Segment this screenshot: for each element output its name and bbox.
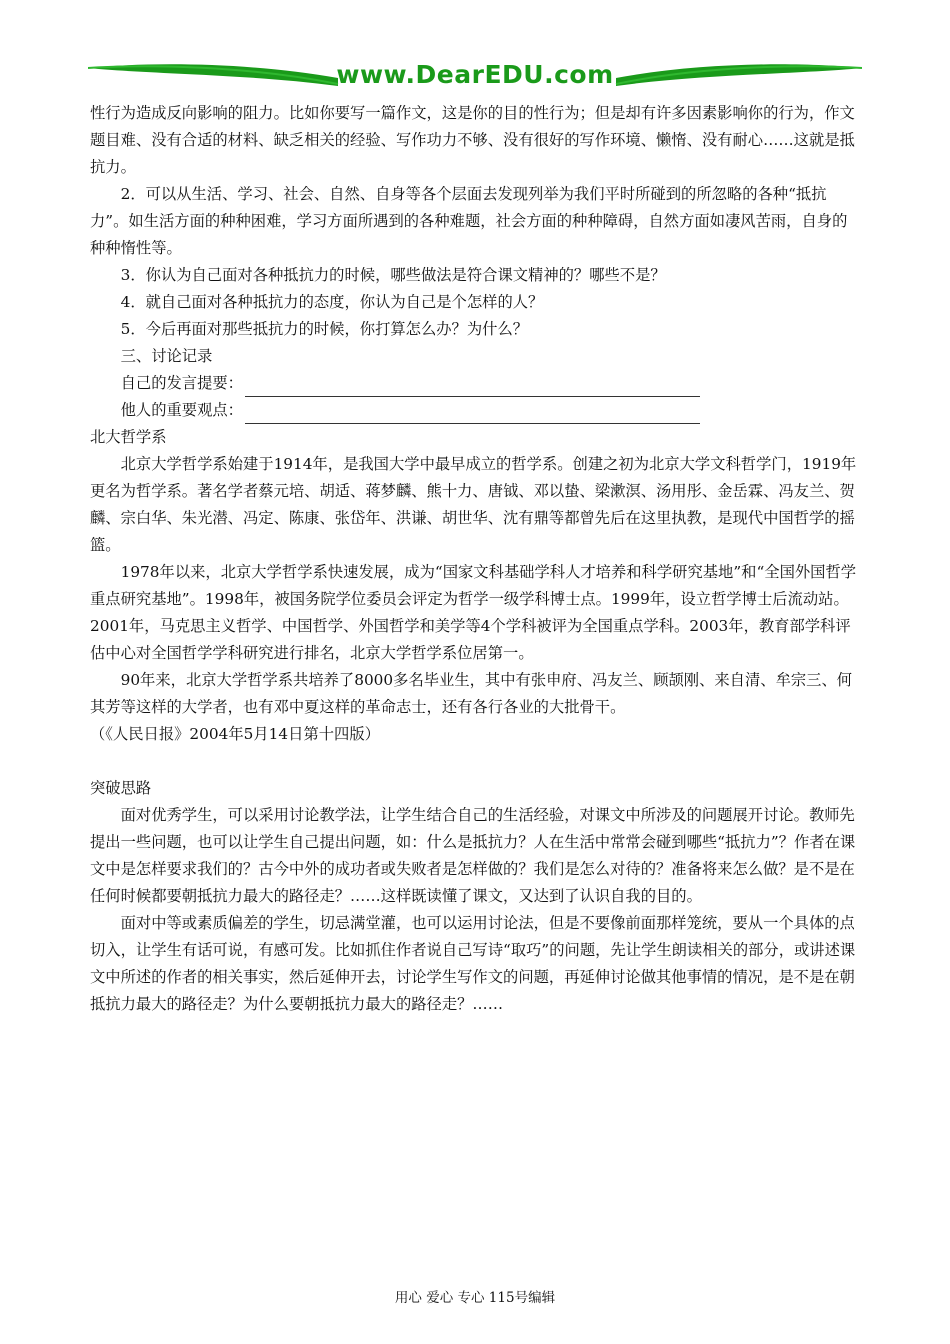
site-header <box>88 58 862 98</box>
page-footer: 用心 爱心 专心 115号编辑 <box>394 1290 556 1306</box>
breakthrough-paragraph: 面对中等或素质偏差的学生，切忌满堂灌，也可以运用讨论法，但是不要像前面那样笼统，要从一个具体的点切入，让学生有话可说，有感可发。比如抓住作者说自己写诗“取巧”的问题，先让学生朗读相关的部分，或讲述课文中所述的作者的相关事实，然后延伸开去，讨论学生写作文的问题，再延伸讨论做其他事情的情况，是不是在朝抵抗力最大的路径走？为什么要朝抵抗力最大的路径走？…… <box>90 914 856 1013</box>
site-logo[interactable]: www.DearEDU.com <box>336 60 614 89</box>
own-notes-label: 自己的发言提要： <box>120 374 243 392</box>
own-notes-blank[interactable] <box>245 376 700 397</box>
own-notes-row <box>90 370 862 397</box>
breakthrough-title: 突破思路 <box>90 779 152 797</box>
pku-paragraph: 90年来，北京大学哲学系共培养了8000多名毕业生，其中有张申府、冯友兰、顾颉刚、来自清、牟宗三、何其芳等这样的大学者，也有邓中夏这样的革命志士，还有各行各业的大批骨干。 <box>90 671 853 716</box>
others-notes-label: 他人的重要观点： <box>120 401 243 419</box>
pku-source: （《人民日报》2004年5月14日第十四版） <box>90 725 380 743</box>
pku-paragraph: 北京大学哲学系始建于1914年，是我国大学中最早成立的哲学系。创建之初为北京大学文科哲学门，1919年更名为哲学系。著名学者蔡元培、胡适、蒋梦麟、熊十力、唐钺、邓以蛰、梁漱溟、汤用彤、金岳霖、冯友兰、贺麟、宗白华、朱光潜、冯定、陈康、张岱年、洪谦、胡世华、沈有鼎等都曾先后在这里执教，是现代中国哲学的摇篮。 <box>90 455 857 554</box>
point-4: 4．就自己面对各种抵抗力的态度，你认为自己是个怎样的人？ <box>120 293 544 311</box>
others-notes-blank[interactable] <box>245 403 700 424</box>
others-notes-row <box>90 397 862 424</box>
discussion-heading: 三、讨论记录 <box>120 347 213 365</box>
pku-paragraph: 1978年以来，北京大学哲学系快速发展，成为“国家文科基础学科人才培养和科学研究基地”和“全国外国哲学重点研究基地”。1998年，被国务院学位委员会评定为哲学一级学科博士点。1999年，设立哲学博士后流动站。2001年，马克思主义哲学、中国哲学、外国哲学和美学等4个学科被评为全国重点学科。2003年，教育部学科评估中心对全国哲学学科研究进行排名，北京大学哲学系位居第一。 <box>90 563 857 662</box>
breakthrough-paragraph: 面对优秀学生，可以采用讨论教学法，让学生结合自己的生活经验，对课文中所涉及的问题展开讨论。教师先提出一些问题，也可以让学生自己提出问题，如：什么是抵抗力？人在生活中常常会碰到哪些“抵抗力”？作者在课文中是怎样要求我们的？古今中外的成功者或失败者是怎样做的？我们是怎么对待的？准备将来怎么做？是不是在任何时候都要朝抵抗力最大的路径走？……这样既读懂了课文，又达到了认识自我的目的。 <box>90 806 856 905</box>
point-2: 2．可以从生活、学习、社会、自然、自身等各个层面去发现列举为我们平时所碰到的所忽略的各种“抵抗力”。如生活方面的种种困难，学习方面所遇到的各种难题，社会方面的种种障碍，自然方面如凄风苦雨，自身的种种惰性等。 <box>90 185 848 257</box>
paragraph-continued: 性行为造成反向影响的阻力。比如你要写一篇作文，这是你的目的性行为；但是却有许多因素影响你的行为，作文题目难、没有合适的材料、缺乏相关的经验、写作功力不够、没有很好的写作环境、懒惰、没有耐心……这就是抵抗力。 <box>90 104 855 176</box>
point-5: 5．今后再面对那些抵抗力的时候，你打算怎么办？为什么？ <box>120 320 529 338</box>
point-3: 3．你认为自己面对各种抵抗力的时候，哪些做法是符合课文精神的？哪些不是？ <box>120 266 666 284</box>
spacer <box>90 748 862 775</box>
pku-title: 北大哲学系 <box>90 428 167 446</box>
document-body <box>90 100 862 1018</box>
